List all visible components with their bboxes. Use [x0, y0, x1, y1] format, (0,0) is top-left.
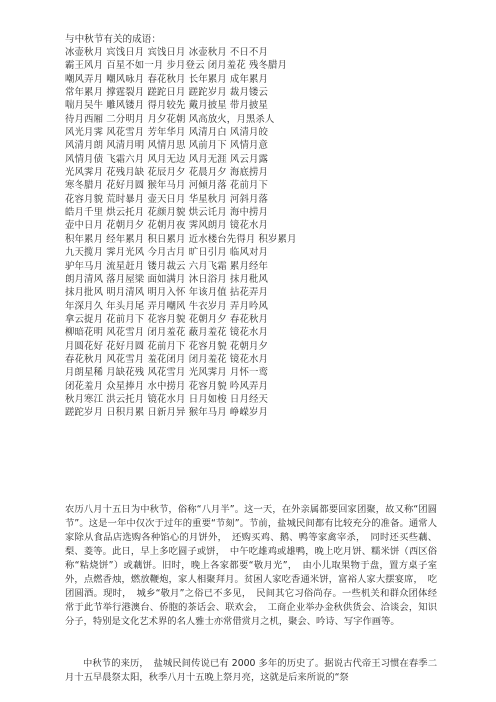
idiom-row: 抹月批风 明月清风 明月入怀 年该月值 拈花弄月	[65, 287, 269, 299]
idiom-row: 风清月朗 风清月明 风情月思 风前月下 风情月意	[65, 140, 269, 152]
idiom-row: 冰壶秋月 宾饯日月 宾饯日月 冰壶秋月 不日不月	[65, 47, 269, 58]
idiom-row: 风光月霁 风花雪月 芳年华月 风清月白 风清月皎	[65, 127, 269, 139]
idiom-row: 九天揽月 霁月光风 今月古月 旷日引月 临风对月	[65, 247, 269, 259]
idiom-row: 壶中日月 花朝月夕 花朝月夜 霁风朗月 镜花水月	[65, 220, 269, 232]
idiom-row: 皓月千里 烘云托月 花颜月貌 烘云讬月 海中捞月	[65, 207, 269, 219]
idiom-list	[65, 46, 297, 420]
idiom-row: 积年累月 经年累月 积日累月 近水楼台先得月 积岁累月	[65, 233, 297, 245]
idiom-row: 风情月债 飞霜六月 风月无边 风月无涯 风云月露	[65, 153, 269, 165]
idiom-list-heading: 与中秋节有关的成语：	[65, 34, 161, 45]
idiom-row: 寒冬腊月 花好月圆 猴年马月 河倾月落 花前月下	[65, 180, 269, 192]
idiom-row: 闭花羞月 众星捧月 水中捞月 花容月貌 吟风弄月	[65, 380, 269, 392]
idiom-row: 霸王风月 百星不如一月 步月登云 闭月羞花 残冬腊月	[65, 60, 288, 72]
mid-autumn-origin-paragraph: 中秋节的来历， 盐城民间传说已有 2000 多年的历史了。据说古代帝王习惯在春季二月十五早晨祭太阳，秋季八月十五晚上祭月亮，这就是后来所说的“祭	[65, 658, 437, 684]
idiom-row: 喘月吴牛 雕风镂月 得月较先 戴月披星 带月披星	[65, 100, 269, 112]
idiom-row: 年深月久 年头月尾 弄月嘲风 牛衣岁月 弄月吟风	[65, 300, 269, 312]
idiom-row: 嘲风弄月 嘲风咏月 春花秋月 长年累月 成年累月	[65, 73, 269, 85]
idiom-row: 常年累月 撑霆裂月 蹉跎日月 蹉跎岁月 裁月镂云	[65, 87, 269, 99]
idiom-row: 光风霁月 花残月缺 花辰月夕 花晨月夕 海底捞月	[65, 167, 269, 179]
idiom-row: 蹉跎岁月 日积月累 日新月异 猴年马月 峥嵘岁月	[65, 407, 269, 419]
idiom-row: 月朗星稀 月缺花残 风花雪月 光风霁月 月怀一鸾	[65, 367, 269, 379]
idiom-row: 驴年马月 流星赶月 镂月裁云 六月飞霜 累月经年	[65, 260, 269, 272]
idiom-row: 春花秋月 风花雪月 羞花闭月 闭月羞花 镜花水月	[65, 353, 269, 365]
idiom-row: 朗月清风 落月屋梁 面如满月 沐日浴月 抹月秕风	[65, 273, 269, 285]
idiom-row: 月圆花好 花好月圆 花前月下 花容月貌 花朝月夕	[65, 340, 269, 352]
mid-autumn-customs-paragraph: 农历八月十五日为中秋节，俗称“八月半”。这一天，在外亲属都要回家团聚，故又称“团圆节”。这是一年中仅次于过年的重要“节刻”。节前，盐城民间都有比较充分的准备。通常人家除从食品店选购各种馅心的月饼外， 还购买鸡、鹅、鸭等家禽宰杀， 同时还买些藕、梨、菱等。此日，早上多吃圆子或饼， 中午吃雄鸡或雄鸭，晚上吃月饼、糯米饼（西区俗称“粘烧饼”）或藕饼。旧时，晚上各家都要“敬月光”， 由小儿取果物于盘，置方桌子室外，点燃香烛，燃放鞭炮，家人相聚拜月。贫困人家吃香通米饼，富裕人家大摆宴席， 吃团圆酒。现时， 城乡“敬月”之俗已不多见， 民间其它习俗尚存。一些机关和群众团体经常于此节举行港澳台、侨胞的茶话会、联欢会， 工商企业举办金秋供货会、洽谈会，知识分子，特别是文化艺术界的名人雅士亦常借赏月之机，聚会、吟诗、写字作画等。	[65, 504, 437, 628]
idiom-row: 待月西厢 二分明月 月夕花朝 风高放火，月黑杀人	[65, 113, 275, 125]
idiom-row: 柳暗花明 风花雪月 闭月羞花 蔽月羞花 镜花水月	[65, 327, 269, 339]
idiom-row: 秋月寒江 洪云托月 镜花水月 日月如梭 日月经天	[65, 393, 269, 405]
idiom-row: 花容月貌 荒时暴月 壶天日月 华星秋月 河斜月落	[65, 193, 269, 205]
idiom-row: 拿云捉月 花前月下 花容月貌 花朝月夕 春花秋月	[65, 313, 269, 325]
